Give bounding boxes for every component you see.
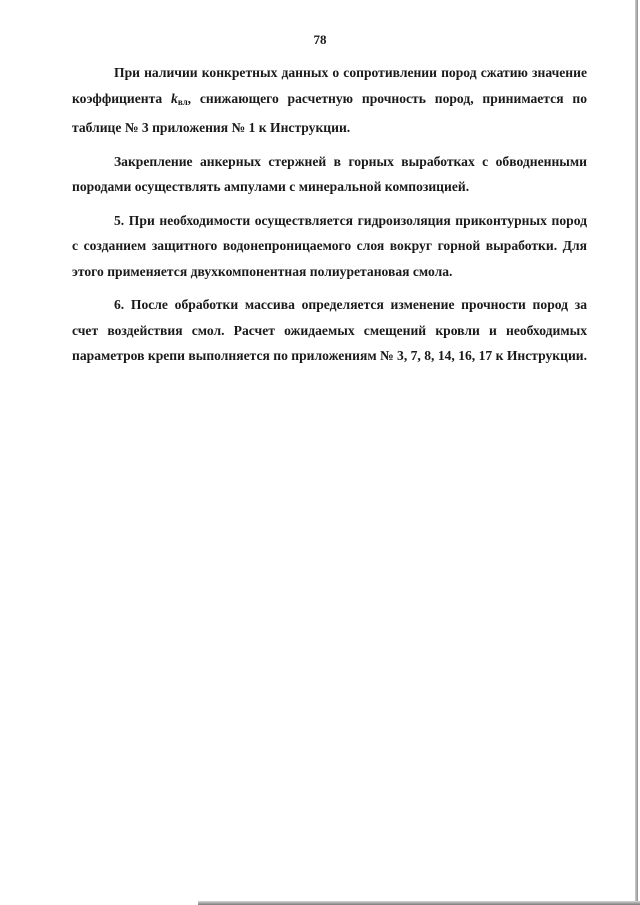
page-edge-right bbox=[635, 0, 638, 905]
page-edge-bottom bbox=[198, 901, 640, 905]
coefficient-subscript: вл bbox=[177, 96, 188, 107]
paragraph-coefficient-text-after: , снижающего расчетную прочность пород, принимается по таблице № 3 приложения № 1 к Инструкции. bbox=[72, 90, 587, 135]
paragraph-item-5: 5. При необходимости осуществляется гидроизоляция приконтурных пород с созданием защитного водонепроницаемого слоя вокруг горной выработки. Для этого применяется двухкомпонентная полиуретановая смола. bbox=[72, 212, 587, 279]
paragraph-anchoring: Закрепление анкерных стержней в горных выработках с обводненными породами осуществлять ампулами с минеральной композицией. bbox=[72, 153, 587, 194]
paragraph-coefficient-text-before: При наличии конкретных данных о сопротивлении пород сжатию значение коэффициента bbox=[72, 65, 587, 106]
paragraph-item-6: 6. После обработки массива определяется изменение прочности пород за счет воздействия смол. Расчет ожидаемых смещений кровли и необходимых параметров крепи выполняется по приложениям № 3, 7, 8, 14, 16, 17 к Инструкции. bbox=[72, 297, 588, 363]
coefficient-symbol: k bbox=[171, 90, 178, 106]
page-number: 78 bbox=[313, 32, 327, 47]
document-body bbox=[72, 60, 587, 377]
paragraph-coefficient bbox=[72, 60, 587, 141]
